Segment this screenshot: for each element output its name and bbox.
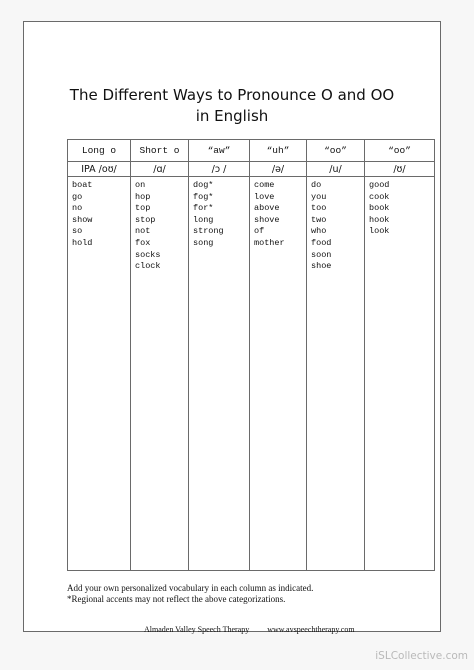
footer	[144, 625, 404, 634]
word-item: not	[135, 226, 151, 237]
word-list-cell	[68, 177, 131, 571]
ipa-symbol: IPA /oʊ/	[81, 163, 117, 175]
word-item: cook	[369, 191, 390, 202]
word-item: strong	[193, 226, 224, 237]
ipa-symbol: /ʊ/	[393, 163, 406, 175]
ipa-cell	[131, 162, 189, 177]
word-item: mother	[254, 237, 285, 248]
note-line-1: Add your own personalized vocabulary in each column as indicated.	[67, 583, 314, 593]
word-item: hop	[135, 191, 151, 202]
ipa-cell	[68, 162, 131, 177]
word-item: hook	[369, 214, 390, 225]
column-header: “uh”	[250, 140, 307, 162]
title-line-2: in English	[195, 107, 269, 125]
word-item: clock	[135, 261, 161, 272]
word-item: too	[311, 203, 327, 214]
word-item: love	[254, 191, 275, 202]
word-item: come	[254, 180, 275, 190]
word-item: who	[311, 226, 327, 237]
ipa-cell	[365, 162, 435, 177]
ipa-cell	[189, 162, 250, 177]
page-title	[24, 85, 440, 127]
word-item: no	[72, 203, 83, 214]
column-header: “aw”	[189, 140, 250, 162]
word-item: fox	[135, 237, 151, 248]
ipa-row	[68, 162, 435, 177]
column-header: “oo”	[365, 140, 435, 162]
footer-website: www.avspeechtherapy.com	[267, 625, 355, 634]
ipa-cell	[307, 162, 365, 177]
column-header: “oo”	[307, 140, 365, 162]
word-item: on	[135, 180, 146, 190]
word-item: shove	[254, 214, 280, 225]
watermark: iSLCollective.com	[375, 650, 468, 662]
word-item: soon	[311, 249, 332, 260]
word-item: socks	[135, 249, 161, 260]
word-item: show	[72, 214, 93, 225]
ipa-symbol: /u/	[329, 163, 342, 175]
word-item: stop	[135, 214, 156, 225]
ipa-cell	[250, 162, 307, 177]
word-item: shoe	[311, 261, 332, 272]
word-item: fog*	[193, 191, 214, 202]
worksheet-page	[23, 21, 441, 632]
word-item: two	[311, 214, 327, 225]
header-row	[68, 140, 435, 162]
word-item: good	[369, 180, 390, 190]
column-header: Short o	[131, 140, 189, 162]
word-list-cell	[189, 177, 250, 571]
word-item: book	[369, 203, 390, 214]
word-item: hold	[72, 237, 93, 248]
pronunciation-table	[67, 139, 435, 571]
word-item: long	[193, 214, 214, 225]
word-item: song	[193, 237, 214, 248]
word-item: dog*	[193, 180, 214, 190]
note-line-2: *Regional accents may not reflect the above categorizations.	[67, 594, 286, 604]
word-item: top	[135, 203, 151, 214]
ipa-symbol: /ɔ /	[211, 163, 227, 175]
word-list-row	[68, 177, 435, 571]
instructions-note	[67, 583, 447, 605]
title-line-1: The Different Ways to Pronounce O and OO	[69, 86, 395, 104]
word-item: for*	[193, 203, 214, 214]
word-item: boat	[72, 180, 93, 190]
word-list-cell	[365, 177, 435, 571]
word-item: do	[311, 180, 322, 190]
word-list-cell	[307, 177, 365, 571]
word-item: go	[72, 191, 83, 202]
word-list-cell	[131, 177, 189, 571]
word-item: of	[254, 226, 265, 237]
word-item: food	[311, 237, 332, 248]
word-item: above	[254, 203, 280, 214]
word-list-cell	[250, 177, 307, 571]
word-item: you	[311, 191, 327, 202]
ipa-symbol: /ɑ/	[153, 163, 166, 175]
footer-org: Almaden Valley Speech Therapy	[144, 625, 250, 634]
ipa-symbol: /ə/	[271, 163, 285, 175]
word-item: so	[72, 226, 83, 237]
word-item: look	[369, 226, 390, 237]
column-header: Long o	[68, 140, 131, 162]
